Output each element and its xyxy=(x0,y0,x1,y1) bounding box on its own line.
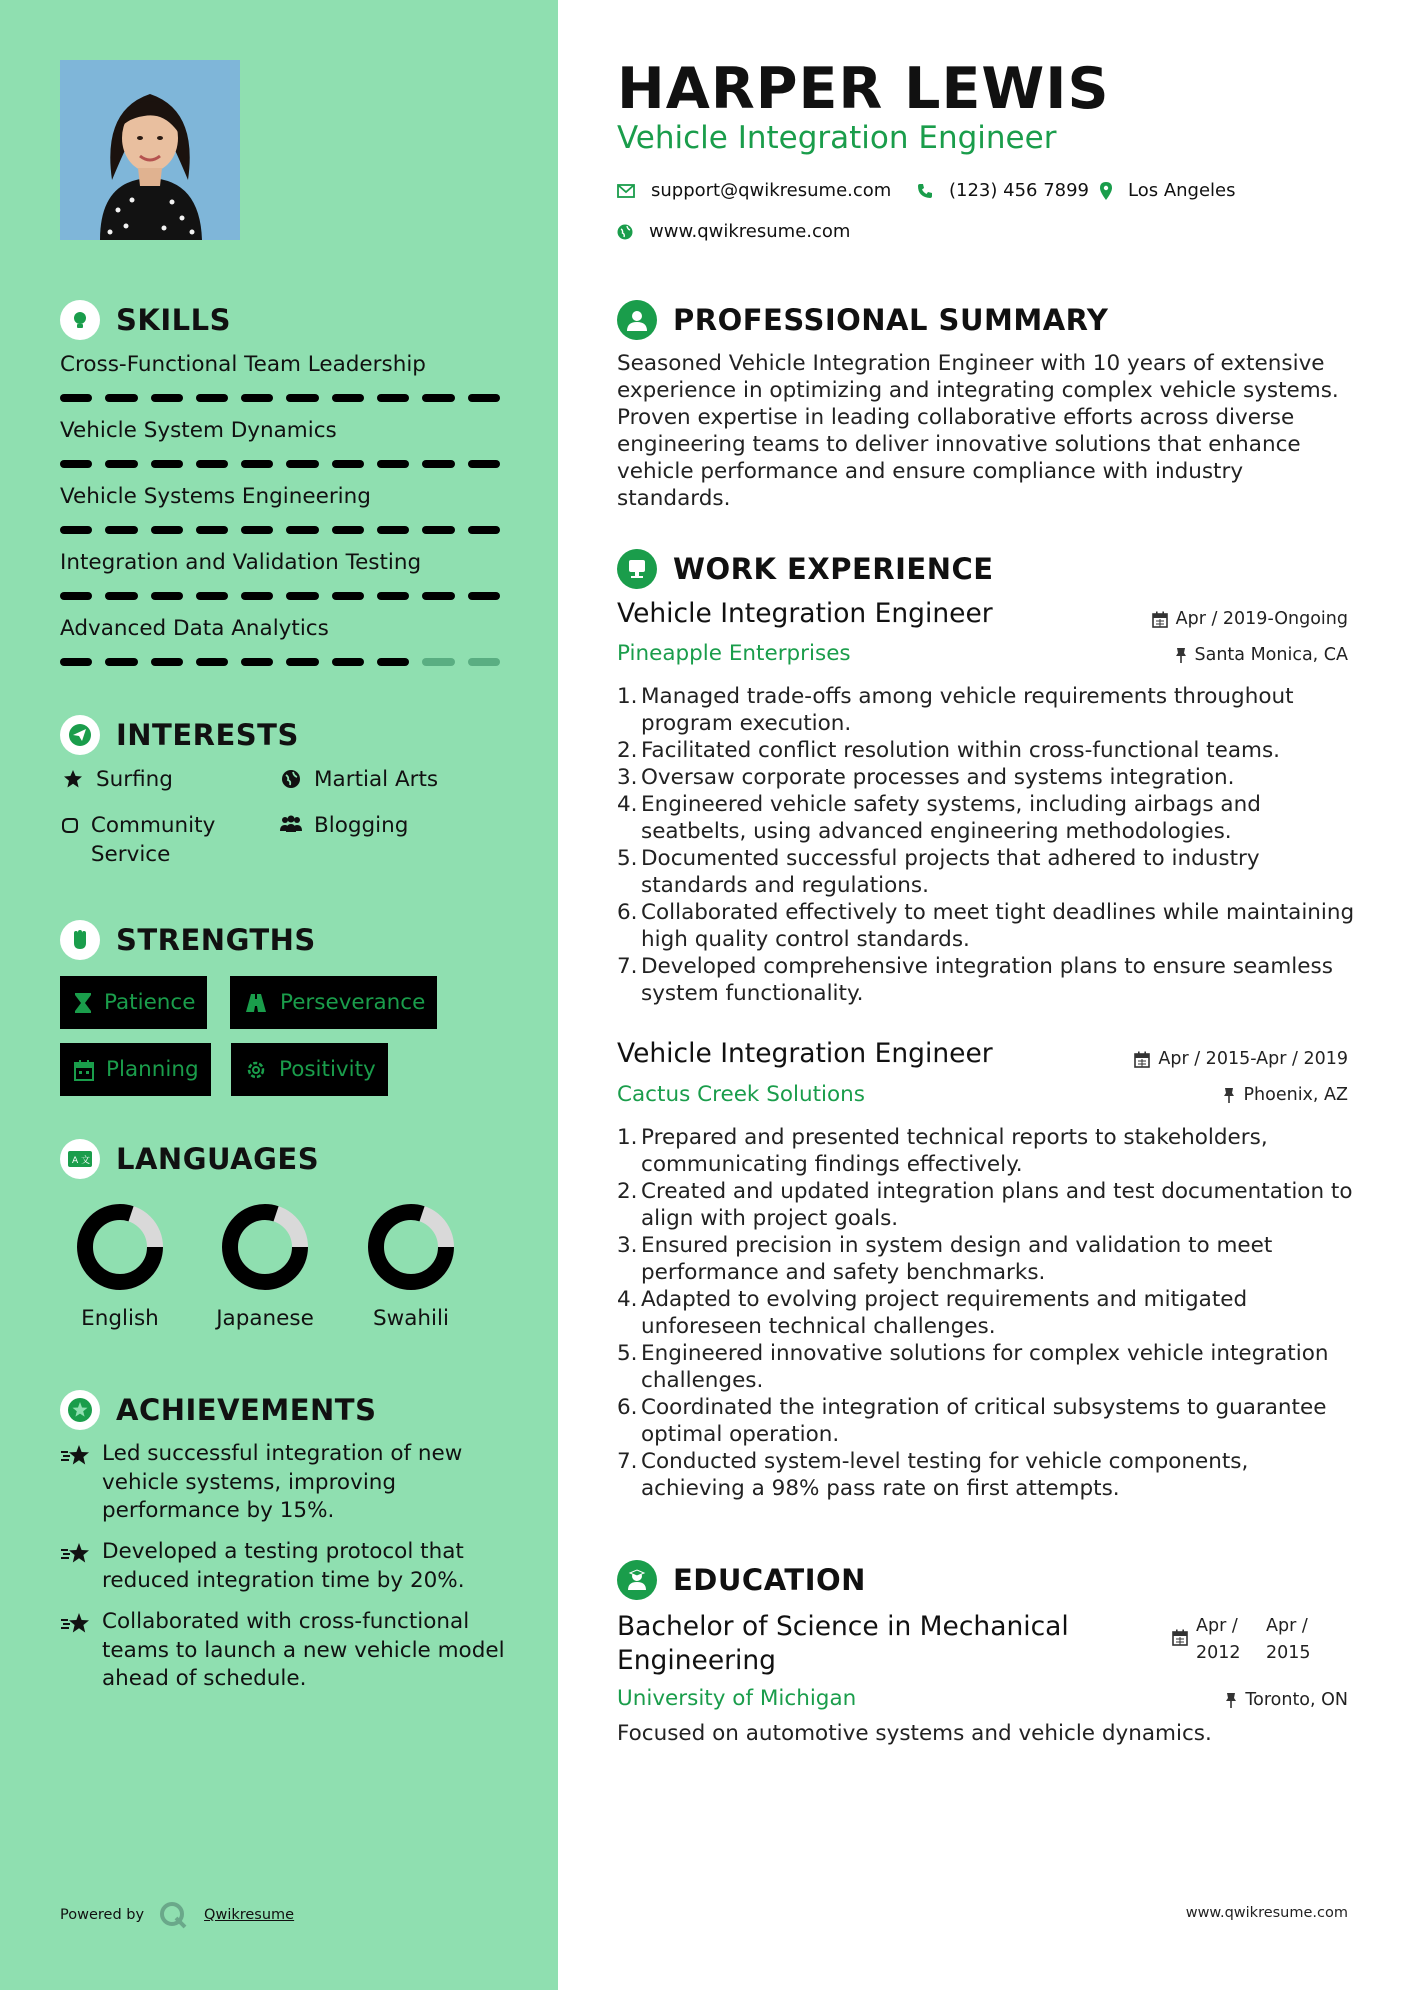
website-text: www.qwikresume.com xyxy=(649,221,851,242)
strength-badge xyxy=(230,976,437,1029)
job-bullet xyxy=(617,1124,1357,1178)
language-label: Japanese xyxy=(216,1306,314,1331)
languages-header xyxy=(60,1139,319,1179)
contact-website[interactable] xyxy=(617,221,850,242)
skill-dash xyxy=(468,658,500,666)
language-item xyxy=(205,1202,325,1331)
skill-dash xyxy=(422,526,454,534)
svg-text:A 文: A 文 xyxy=(72,1156,91,1166)
skill-dash xyxy=(151,526,183,534)
contact-email[interactable] xyxy=(617,180,891,201)
pushpin-icon xyxy=(1175,647,1187,663)
skill-dash xyxy=(60,592,92,600)
skill-dash xyxy=(241,394,273,402)
job-dates xyxy=(1152,609,1348,629)
strength-badge xyxy=(60,976,207,1029)
bullet-text: Prepared and presented technical reports to stakeholders, communicating findings effectively. xyxy=(641,1125,1268,1177)
hand-icon xyxy=(60,811,81,835)
job-dates-text: Apr / 2019-Ongoing xyxy=(1175,609,1348,629)
profile-photo xyxy=(60,60,240,240)
education-header xyxy=(617,1560,866,1600)
interest-label: Martial Arts xyxy=(314,767,439,792)
skill-dash xyxy=(332,460,364,468)
pushpin-icon xyxy=(1223,1087,1235,1103)
summary-title: PROFESSIONAL SUMMARY xyxy=(673,303,1109,337)
skill-rating xyxy=(60,460,500,468)
skill-label: Advanced Data Analytics xyxy=(60,616,329,641)
bullet-number: 7. xyxy=(617,954,638,979)
bullet-number: 6. xyxy=(617,1395,638,1420)
job-location xyxy=(1223,1085,1348,1105)
briefcase-icon xyxy=(617,549,657,589)
job-bullet xyxy=(617,683,1357,737)
bullet-text: Documented successful projects that adhered to industry standards and regulations. xyxy=(641,846,1260,898)
achievements-title: ACHIEVEMENTS xyxy=(116,1393,377,1427)
skill-dash xyxy=(422,394,454,402)
skill-dash xyxy=(422,658,454,666)
language-ring xyxy=(220,1202,310,1292)
bullet-text: Ensured precision in system design and validation to meet performance and safety benchmarks. xyxy=(641,1233,1273,1285)
strengths-header xyxy=(60,920,316,960)
interest-label: Surfing xyxy=(96,767,173,792)
job-bullet xyxy=(617,1448,1357,1502)
bullet-text: Conducted system-level testing for vehicle components, achieving a 98% pass rate on first attempts. xyxy=(641,1449,1249,1501)
bullet-number: 5. xyxy=(617,1341,638,1366)
language-ring xyxy=(75,1202,165,1292)
language-label: Swahili xyxy=(373,1306,449,1331)
powered-by xyxy=(60,1900,294,1930)
achievement-item xyxy=(60,1538,510,1595)
skill-dash xyxy=(60,394,92,402)
skill-dash xyxy=(151,658,183,666)
skill-item xyxy=(60,616,500,666)
bullet-number: 6. xyxy=(617,900,638,925)
language-label: English xyxy=(81,1306,159,1331)
job-company: Cactus Creek Solutions xyxy=(617,1082,866,1107)
skill-item xyxy=(60,418,500,468)
skill-dash xyxy=(196,460,228,468)
skill-dash xyxy=(377,394,409,402)
bullet-text: Developed comprehensive integration plans to ensure seamless system functionality. xyxy=(641,954,1333,1006)
education-title: EDUCATION xyxy=(673,1563,866,1597)
calendar-icon xyxy=(1172,1613,1188,1646)
job-bullets xyxy=(617,683,1357,1007)
skill-dash xyxy=(196,658,228,666)
skill-dash xyxy=(105,460,137,468)
bullet-text: Adapted to evolving project requirements and mitigated unforeseen technical challenges. xyxy=(641,1287,1248,1339)
hourglass-icon xyxy=(74,992,92,1014)
job-bullet xyxy=(617,1178,1357,1232)
skill-dash xyxy=(151,592,183,600)
achievement-text: Developed a testing protocol that reduced integration time by 20%. xyxy=(102,1539,465,1593)
bullet-number: 4. xyxy=(617,1287,638,1312)
bullet-number: 5. xyxy=(617,846,638,871)
job-bullet xyxy=(617,845,1357,899)
skill-rating xyxy=(60,658,500,666)
strength-label: Positivity xyxy=(279,1057,376,1082)
skill-item xyxy=(60,484,500,534)
skill-dash xyxy=(241,460,273,468)
skill-dash xyxy=(286,460,318,468)
skill-label: Cross-Functional Team Leadership xyxy=(60,352,426,377)
education-location xyxy=(1225,1690,1348,1710)
users-icon xyxy=(278,811,304,835)
phone-icon xyxy=(917,183,933,199)
fist-icon xyxy=(60,920,100,960)
skill-dash xyxy=(241,658,273,666)
map-pin-icon xyxy=(1100,182,1112,200)
qwikresume-link[interactable]: Qwikresume xyxy=(204,1907,295,1923)
skill-rating xyxy=(60,526,500,534)
education-start: Apr / 2012 xyxy=(1196,1616,1241,1663)
skill-label: Vehicle Systems Engineering xyxy=(60,484,371,509)
language-item xyxy=(60,1202,180,1331)
skill-dash xyxy=(286,592,318,600)
strength-label: Patience xyxy=(104,990,196,1015)
graduation-icon xyxy=(617,1560,657,1600)
skill-label: Vehicle System Dynamics xyxy=(60,418,337,443)
skill-dash xyxy=(468,394,500,402)
interest-item xyxy=(60,811,260,869)
achievement-item xyxy=(60,1440,510,1526)
summary-text: Seasoned Vehicle Integration Engineer with 10 years of extensive experience in optimizing and integrating complex vehicle systems. Proven expertise in leading collaborative efforts across diverse engineering teams to deliver innovative solutions that enhance vehicle performance and ensure compliance with industry standards. xyxy=(617,351,1339,511)
job-title: Vehicle Integration Engineer xyxy=(617,1038,993,1069)
skill-dash xyxy=(332,526,364,534)
contact-phone[interactable] xyxy=(917,180,1089,201)
sidebar xyxy=(0,0,558,1990)
bullet-number: 3. xyxy=(617,765,638,790)
bullet-number: 1. xyxy=(617,684,638,709)
skill-dash xyxy=(241,592,273,600)
bullet-number: 3. xyxy=(617,1233,638,1258)
phone-text: (123) 456 7899 xyxy=(949,180,1090,201)
degree-title: Bachelor of Science in Mechanical Engineering xyxy=(617,1611,1069,1676)
job-bullet xyxy=(617,1232,1357,1286)
qwikresume-logo-icon xyxy=(158,1900,188,1930)
skill-dash xyxy=(196,394,228,402)
interest-label: Blogging xyxy=(314,813,409,838)
interest-item xyxy=(60,765,173,794)
achievement-item xyxy=(60,1608,510,1694)
interest-item xyxy=(278,765,438,794)
skill-dash xyxy=(332,394,364,402)
skill-dash xyxy=(422,460,454,468)
languages-title: LANGUAGES xyxy=(116,1142,320,1176)
skill-dash xyxy=(377,658,409,666)
translate-icon xyxy=(60,1139,100,1179)
skill-dash xyxy=(105,658,137,666)
bullet-text: Created and updated integration plans and test documentation to align with project goals. xyxy=(641,1179,1353,1231)
skill-dash xyxy=(151,460,183,468)
star-icon xyxy=(60,1538,92,1595)
education-end: Apr / 2015 xyxy=(1266,1616,1311,1663)
avatar xyxy=(60,60,240,240)
skill-dash xyxy=(241,526,273,534)
skill-dash xyxy=(105,526,137,534)
skill-dash xyxy=(196,526,228,534)
job-bullet xyxy=(617,791,1357,845)
star-icon xyxy=(60,1608,92,1694)
skill-dash xyxy=(377,460,409,468)
skill-dash xyxy=(286,658,318,666)
candidate-role: Vehicle Integration Engineer xyxy=(617,120,1057,156)
interests-title: INTERESTS xyxy=(116,718,299,752)
job-title: Vehicle Integration Engineer xyxy=(617,598,993,629)
road-icon xyxy=(244,993,268,1013)
interest-item xyxy=(278,811,408,840)
job-location xyxy=(1175,645,1349,665)
bullet-number: 4. xyxy=(617,792,638,817)
globe-icon xyxy=(617,224,633,240)
job-location-text: Phoenix, AZ xyxy=(1243,1085,1348,1105)
language-ring xyxy=(366,1202,456,1292)
job-location-text: Santa Monica, CA xyxy=(1194,645,1348,665)
experience-title: WORK EXPERIENCE xyxy=(673,552,994,586)
job-company: Pineapple Enterprises xyxy=(617,641,851,666)
strength-badge xyxy=(231,1043,388,1096)
language-item xyxy=(351,1202,471,1331)
bullet-text: Engineered vehicle safety systems, including airbags and seatbelts, using advanced engineering methodologies. xyxy=(641,792,1261,844)
achievement-star-icon xyxy=(60,1390,100,1430)
education-location-text: Toronto, ON xyxy=(1245,1690,1348,1710)
lightbulb-icon xyxy=(60,300,100,340)
interest-label: Community Service xyxy=(90,813,216,867)
candidate-name: HARPER LEWIS xyxy=(617,56,1110,122)
footer-website[interactable]: www.qwikresume.com xyxy=(1185,1905,1348,1921)
skill-dash xyxy=(468,526,500,534)
job-bullet xyxy=(617,1340,1357,1394)
star-icon xyxy=(60,1440,92,1526)
skill-dash xyxy=(332,592,364,600)
skill-rating xyxy=(60,394,500,402)
paper-plane-icon xyxy=(60,715,100,755)
star-icon xyxy=(60,765,86,789)
job-bullet xyxy=(617,1394,1357,1448)
skill-rating xyxy=(60,592,500,600)
globe-icon xyxy=(278,765,304,789)
bullet-text: Oversaw corporate processes and systems integration. xyxy=(641,765,1235,790)
skill-dash xyxy=(105,592,137,600)
skill-dash xyxy=(468,460,500,468)
job-dates xyxy=(1134,1049,1348,1069)
skill-dash xyxy=(468,592,500,600)
job-bullet xyxy=(617,737,1357,764)
achievements-header xyxy=(60,1390,376,1430)
bullet-text: Collaborated effectively to meet tight deadlines while maintaining high quality control standards. xyxy=(641,900,1355,952)
interests-header xyxy=(60,715,299,755)
skills-title: SKILLS xyxy=(116,303,231,337)
email-text: support@qwikresume.com xyxy=(651,180,892,201)
envelope-icon xyxy=(617,184,635,198)
bullet-text: Coordinated the integration of critical subsystems to guarantee optimal operation. xyxy=(641,1395,1327,1447)
strength-label: Perseverance xyxy=(280,990,426,1015)
strength-badge xyxy=(60,1043,211,1096)
school-name: University of Michigan xyxy=(617,1686,857,1711)
bullet-text: Engineered innovative solutions for complex vehicle integration challenges. xyxy=(641,1341,1329,1393)
calendar-icon xyxy=(74,1059,94,1081)
achievement-text: Led successful integration of new vehicle systems, improving performance by 15%. xyxy=(102,1441,463,1523)
bullet-text: Managed trade-offs among vehicle requirements throughout program execution. xyxy=(641,684,1294,736)
bullet-number: 2. xyxy=(617,1179,638,1204)
skill-item xyxy=(60,352,500,402)
bullet-number: 7. xyxy=(617,1449,638,1474)
job-bullets xyxy=(617,1124,1357,1502)
skill-item xyxy=(60,550,500,600)
job-dates-text: Apr / 2015-Apr / 2019 xyxy=(1158,1049,1348,1069)
location-text: Los Angeles xyxy=(1128,180,1236,201)
skill-dash xyxy=(286,394,318,402)
pushpin-icon xyxy=(1225,1692,1237,1708)
contact-location xyxy=(1100,180,1236,201)
powered-by-label: Powered by xyxy=(60,1907,145,1923)
skill-dash xyxy=(286,526,318,534)
strengths-title: STRENGTHS xyxy=(116,923,316,957)
summary-header xyxy=(617,300,1108,340)
skill-dash xyxy=(151,394,183,402)
skill-dash xyxy=(196,592,228,600)
skill-dash xyxy=(105,394,137,402)
user-icon xyxy=(617,300,657,340)
skill-dash xyxy=(332,658,364,666)
education-description: Focused on automotive systems and vehicle dynamics. xyxy=(617,1721,1212,1746)
skill-dash xyxy=(60,658,92,666)
job-bullet xyxy=(617,953,1357,1007)
job-bullet xyxy=(617,764,1357,791)
skill-dash xyxy=(377,592,409,600)
job-bullet xyxy=(617,899,1357,953)
skill-dash xyxy=(422,592,454,600)
skills-header xyxy=(60,300,231,340)
education-dates xyxy=(1172,1613,1336,1667)
skill-label: Integration and Validation Testing xyxy=(60,550,422,575)
bullet-number: 1. xyxy=(617,1125,638,1150)
skill-dash xyxy=(60,460,92,468)
calendar-icon xyxy=(1134,1051,1150,1068)
gear-icon xyxy=(245,1059,267,1081)
achievement-text: Collaborated with cross-functional teams to launch a new vehicle model ahead of schedule. xyxy=(102,1609,505,1691)
experience-header xyxy=(617,549,994,589)
skill-dash xyxy=(377,526,409,534)
calendar-icon xyxy=(1152,611,1168,628)
bullet-text: Facilitated conflict resolution within cross-functional teams. xyxy=(641,738,1280,763)
bullet-number: 2. xyxy=(617,738,638,763)
skill-dash xyxy=(60,526,92,534)
job-bullet xyxy=(617,1286,1357,1340)
strength-label: Planning xyxy=(106,1057,199,1082)
